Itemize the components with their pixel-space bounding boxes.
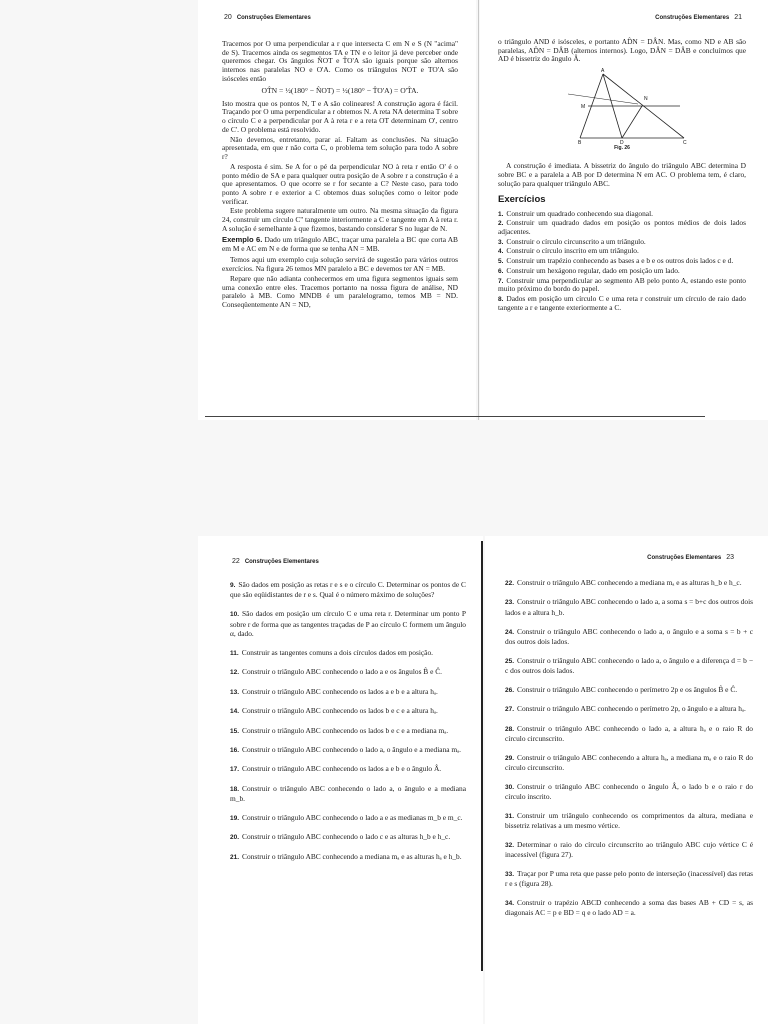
page-21 [480, 0, 768, 420]
page-20-header [224, 14, 311, 21]
page-23 [485, 536, 768, 1024]
exercise-item: 16. Construir o triângulo ABC conhecendo o lado a, o ângulo e a mediana mₐ. [230, 744, 462, 754]
paragraph: Temos aqui um exemplo cuja solução servirá de sugestão para vários outros exercícios. Na figura 26 temos MN paralelo a BC e devemos ter AN = MB. [222, 255, 458, 274]
aux-line [568, 94, 638, 104]
label-n: N [644, 96, 648, 103]
example-text: Dado um triângulo ABC, traçar uma paralela a BC que corta AB em M e AC em N e de forma que se tenha AN = MB. [222, 234, 458, 253]
equation: OT̂N = ½(180° − N̂OT) = ½(180° − T̂O'A) = O'T̂A. [261, 85, 419, 95]
label-m: M [581, 104, 586, 111]
page-21-header [655, 14, 742, 21]
exercise-item: 27. Construir o triângulo ABC conhecendo o perímetro 2p, o ângulo e a altura hₐ. [505, 704, 746, 714]
exercise-item: 1. Construir um quadrado conhecendo sua diagonal. [498, 208, 653, 218]
exercise-item: 11. Construir as tangentes comuns a dois círculos dados em posição. [230, 647, 433, 657]
exercise-item: 5. Construir um trapézio conhecendo as bases a e b e os outros dois lados c e d. [498, 256, 734, 266]
paragraph: Este problema sugere naturalmente um outro. Na mesma situação da figura 24, construir um círculo C'' tangente interiormente a C e tangente em A à reta r. A solução é semelhante à que fizemos, bastando considerar S no lugar de N. [222, 206, 458, 233]
page-20 [198, 0, 476, 420]
page-number: 22 [232, 558, 240, 565]
running-head: Construções Elementares [236, 15, 311, 21]
label-c: C [683, 140, 687, 145]
running-head: Construções Elementares [647, 555, 722, 561]
exercise-item: 3. Construir o círculo circunscrito a um triângulo. [498, 236, 646, 246]
exercise-item: 32. Determinar o raio do círculo circunscrito ao triângulo ABC cujo vértice C é inacessível (figura 27). [505, 839, 753, 860]
paragraph: Repare que não adianta conhecermos em uma figura segmentos iguais sem uma conexão entre eles. Tracemos portanto na nossa figura de análise, ND paralelo à MB. Como MNDB é um paralelogramo, temos MB = ND. Conseqüentemente AN = ND, [222, 273, 458, 309]
figure-26 [498, 66, 746, 144]
exercise-item: 13. Construir o triângulo ABC conhecendo os lados a e b e a altura hₐ. [230, 686, 438, 696]
exercise-item: 28. Construir o triângulo ABC conhecendo o lado a, a altura hₐ e o raio R do círculo circunscrito. [505, 723, 753, 743]
exercise-item: 10. São dados em posição um círculo C e uma reta r. Determinar um ponto P sobre r de forma que as tangentes traçadas de P ao círculo C formem um ângulo α, dado. [230, 609, 466, 639]
running-head: Construções Elementares [655, 15, 730, 21]
exercise-item: 26. Construir o triângulo ABC conhecendo o perímetro 2p e os ângulos B̂ e Ĉ. [505, 684, 738, 694]
page-22-header [232, 558, 319, 565]
exercise-item: 24. Construir o triângulo ABC conhecendo o lado a, o ângulo e a soma s = b + c dos outros dois lados. [505, 626, 753, 646]
exercise-item: 12. Construir o triângulo ABC conhecendo o lado a e os ângulos B̂ e Ĉ. [230, 667, 442, 677]
exercise-item: 15. Construir o triângulo ABC conhecendo os lados b e c e a mediana mₐ. [230, 725, 449, 735]
paragraph: Isto mostra que os pontos N, T e A são colineares! A construção agora é fácil. Traçando por O uma perpendicular a r obtemos N. A reta NA determina T sobre o círculo C e a perpendicular por A à reta r e a reta OT determinam O', centro de C'. O problema está resolvido. [222, 98, 458, 134]
exercise-item: 4. Construir o círculo inscrito em um triângulo. [498, 246, 639, 256]
paragraph: Não devemos, entretanto, parar aí. Faltam as conclusões. Na situação apresentada, em que r não corta C, o problema tem solução para todo A sobre r? [222, 134, 458, 162]
exercise-item: 9. São dados em posição as retas r e s e o círculo C. Determinar os pontos de C que são eqüidistantes de r e s. Qual é o número máximo de soluções? [230, 580, 466, 600]
page-number: 21 [734, 14, 742, 21]
exercise-item: 22. Construir o triângulo ABC conhecendo a mediana mₐ e as alturas h_b e h_c. [505, 578, 742, 587]
exercise-item: 20. Construir o triângulo ABC conhecendo o lado c e as alturas h_b e h_c. [230, 832, 451, 842]
exercise-item: 6. Construir um hexágono regular, dado em posição um lado. [498, 265, 680, 275]
exercise-item: 34. Construir o trapézio ABCD conhecendo a soma das bases AB + CD = s, as diagonais AC = p e BD = q e o lado AD = a. [505, 897, 753, 918]
page-21-body [498, 38, 746, 314]
book-gutter [478, 0, 479, 420]
page-23-header [647, 554, 734, 561]
exercise-item: 14. Construir o triângulo ABC conhecendo os lados b e c e a altura hₐ. [230, 706, 438, 716]
label-a: A [601, 68, 605, 75]
exercise-item: 30. Construir o triângulo ABC conhecendo o ângulo Â, o lado b e o raio r do círculo inscrito. [505, 781, 753, 802]
exercise-item: 8. Dados em posição um círculo C e uma reta r construir um círculo de raio dado tangente a r e tangente exteriormente a C. [498, 294, 746, 312]
paragraph: Tracemos por O uma perpendicular a r que intersecta C em N e S (N "acima" de S). Tracemos ainda os segmentos TA e TN e o leitor já deve perceber onde queremos chegar. Os ângulos N̂OT e T̂O'A são iguais porque são alternos internos nas paralelas NO e O'A. Como os triângulos NOT e TO'A são isósceles então [222, 39, 458, 83]
page-22-body [230, 580, 466, 871]
exercise-item: 23. Construir o triângulo ABC conhecendo o lado a, a soma s = b+c dos outros dois lados e a altura h_b. [505, 597, 753, 617]
page-20-body [222, 40, 458, 311]
paragraph: A resposta é sim. Se A for o pé da perpendicular NO à reta r então O' é o ponto médio de SA e para qualquer outra posição de A sobre r a construção é a que apresentamos. O que ocorre se r for secante a C? Neste caso, para todo ponto A sobre r e exterior a C obtemos duas soluções como o leitor pode verificar. [222, 161, 458, 206]
running-head: Construções Elementares [244, 559, 319, 565]
exercise-item: 25. Construir o triângulo ABC conhecendo o lado a, o ângulo e a diferença d = b − c dos outros dois lados. [505, 655, 753, 675]
exercise-item: 7. Construir uma perpendicular ao segmento AB pelo ponto A, estando este ponto muito próximo do bordo do papel. [498, 275, 746, 294]
page-bottom-rule [205, 416, 705, 417]
exercise-item: 33. Traçar por P uma reta que passe pelo ponto de interseção (inacessível) das retas r e s (figura 28). [505, 868, 753, 889]
example-6 [222, 236, 458, 254]
label-b: B [578, 140, 582, 145]
page-23-body [505, 578, 753, 927]
exercise-item: 17. Construir o triângulo ABC conhecendo os lados a e b e o ângulo Â. [230, 764, 442, 774]
exercise-item: 19. Construir o triângulo ABC conhecendo o lado a e as medianas m_b e m_c. [230, 812, 463, 822]
line-dn [622, 106, 642, 138]
binding-edge [481, 541, 483, 971]
page-number: 20 [224, 14, 232, 21]
exercise-item: 18. Construir o triângulo ABC conhecendo o lado a, o ângulo e a mediana m_b. [230, 783, 466, 804]
figure-caption: Fig. 26 [614, 145, 630, 152]
paragraph: o triângulo AND é isósceles, e portanto AD̂N = DÂN. Mas, como ND e AB são paralelas, AD̂N = DÂB (alternos internos). Logo, DÂN = DÂB e concluímos que AD é bissetriz do ângulo Â. [498, 37, 746, 64]
exercise-list [498, 210, 746, 313]
exercise-item: 21. Construir o triângulo ABC conhecendo a mediana mₐ e as alturas hₐ e h_b. [230, 851, 462, 861]
paragraph: A construção é imediata. A bissetriz do ângulo do triângulo ABC determina D sobre BC e a paralela a AB por D determina N em AC. O problema tem, é claro, solução para qualquer triângulo ABC. [498, 161, 746, 188]
example-label: Exemplo 6. [222, 234, 263, 244]
exercise-item: 29. Construir o triângulo ABC conhecendo a altura hₐ, a mediana mₐ e o raio R do círculo circunscrito. [505, 752, 753, 772]
exercise-item: 2. Construir um quadrado dados em posição os pontos médios de dois lados adjacentes. [498, 218, 746, 236]
label-d: D [620, 140, 624, 145]
page-number: 23 [726, 554, 734, 561]
exercise-item: 31. Construir um triângulo conhecendo os comprimentos da altura, mediana e bissetriz relativas a um mesmo vértice. [505, 810, 753, 831]
exercises-heading: Exercícios [498, 194, 546, 206]
page-22 [198, 536, 483, 1024]
